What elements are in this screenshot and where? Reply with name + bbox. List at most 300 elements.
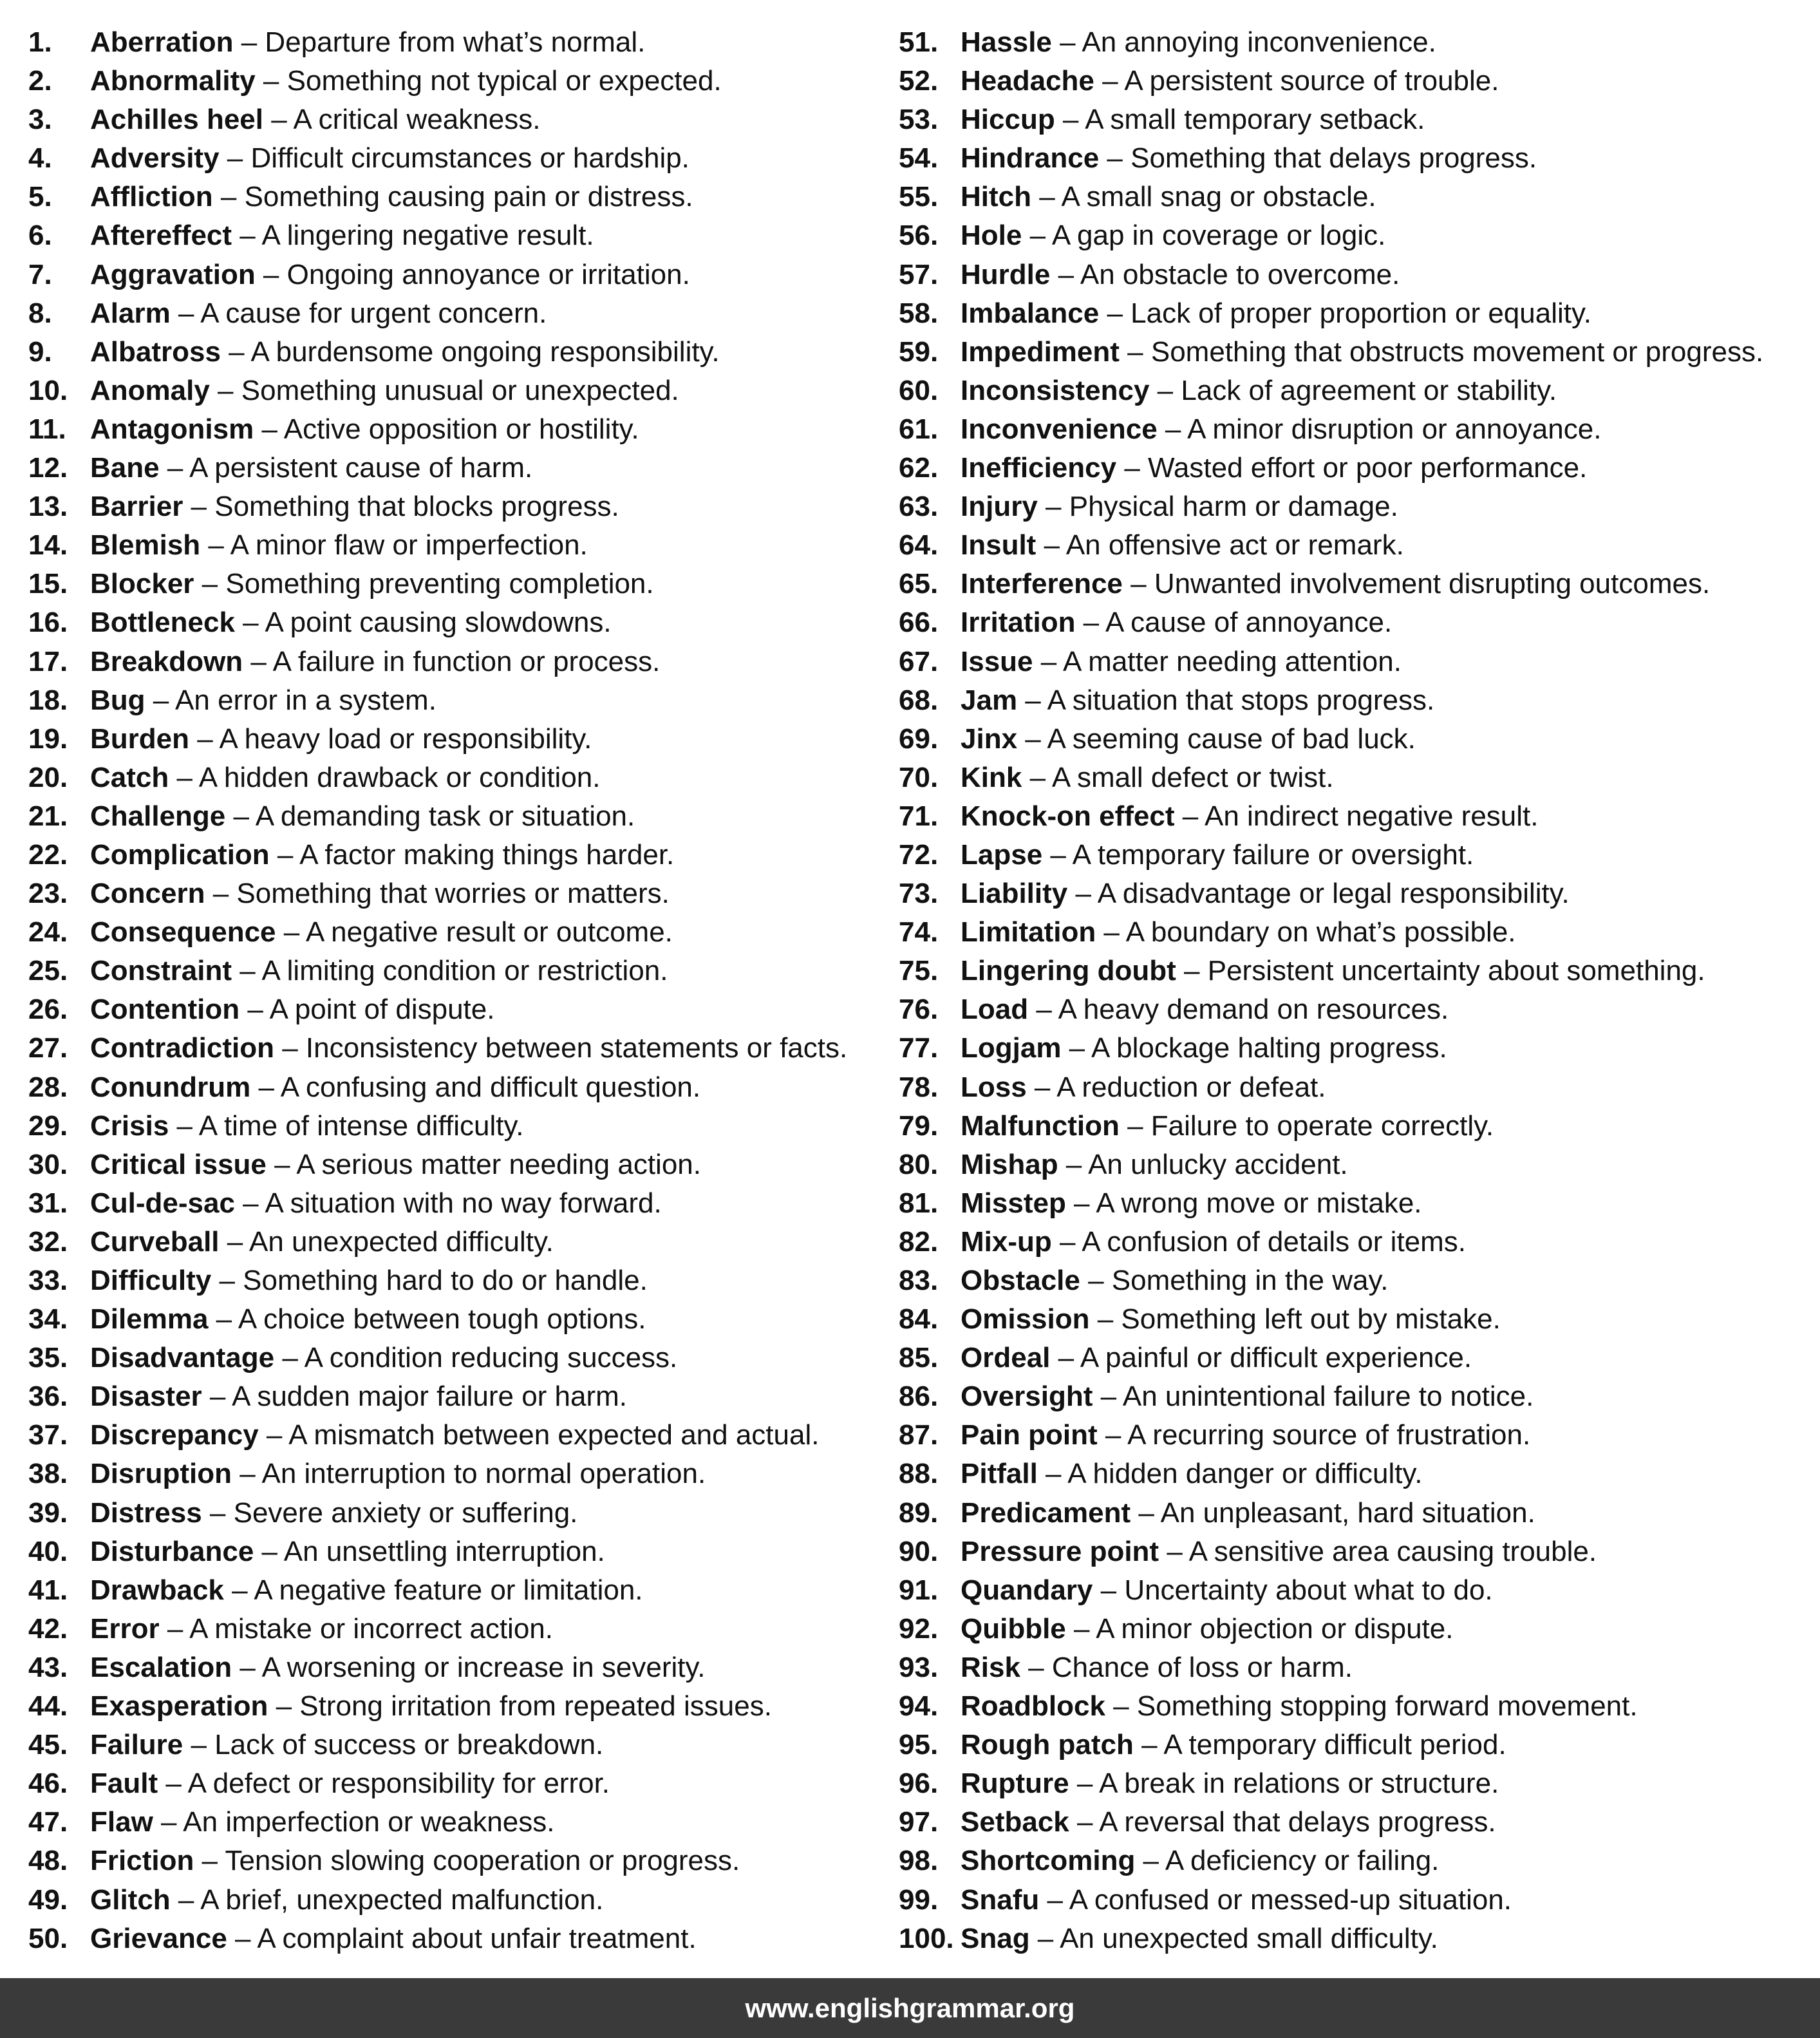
- item-separator: –: [1176, 955, 1208, 987]
- list-item: [28, 410, 885, 449]
- list-item: [28, 1803, 885, 1842]
- item-definition: Something stopping forward movement.: [1136, 1690, 1638, 1722]
- list-item: [28, 178, 885, 216]
- item-term: Rupture: [961, 1768, 1069, 1800]
- item-definition: A minor disruption or annoyance.: [1187, 413, 1602, 445]
- item-term: Quibble: [961, 1612, 1066, 1645]
- item-separator: –: [1033, 645, 1064, 677]
- item-number: 94.: [899, 1690, 939, 1722]
- list-item: [28, 565, 885, 603]
- item-definition: An unlucky accident.: [1088, 1148, 1348, 1180]
- item-term: Inconvenience: [961, 413, 1158, 445]
- item-text: [961, 1764, 1499, 1803]
- list-item: [899, 1184, 1813, 1223]
- list-item: [899, 1300, 1813, 1339]
- item-definition: An unsettling interruption.: [283, 1535, 605, 1567]
- item-number: 36.: [28, 1381, 68, 1413]
- list-item: [899, 1223, 1813, 1261]
- list-item: [899, 1842, 1813, 1880]
- item-separator: –: [268, 1690, 300, 1722]
- item-term: Drawback: [90, 1574, 224, 1606]
- list-item: [28, 720, 885, 759]
- item-number: 54.: [899, 142, 939, 175]
- item-number: 32.: [28, 1225, 68, 1258]
- item-text: [90, 1920, 697, 1958]
- list-item: [899, 759, 1813, 797]
- item-number: 82.: [899, 1225, 939, 1258]
- item-number: 63.: [899, 491, 939, 523]
- item-separator: –: [169, 1109, 199, 1142]
- list-item: [899, 1029, 1813, 1068]
- item-definition: A confusing and difficult question.: [280, 1071, 701, 1103]
- item-term: Disaster: [90, 1381, 202, 1413]
- item-definition: A persistent source of trouble.: [1124, 65, 1499, 97]
- list-item: [28, 1261, 885, 1300]
- item-number: 90.: [899, 1535, 939, 1567]
- item-text: [961, 603, 1392, 642]
- item-number: 100.: [899, 1922, 954, 1954]
- list-item: [899, 1726, 1813, 1764]
- list-item: [28, 1842, 885, 1880]
- item-separator: –: [1017, 684, 1047, 716]
- item-definition: Wasted effort or poor performance.: [1148, 452, 1588, 484]
- item-separator: –: [219, 142, 251, 175]
- item-term: Difficulty: [90, 1265, 212, 1296]
- item-separator: –: [1075, 607, 1105, 639]
- item-number: 88.: [899, 1458, 939, 1490]
- item-definition: Inconsistency between statements or facts.: [305, 1032, 848, 1064]
- item-number: 11.: [28, 413, 66, 445]
- list-item: [28, 603, 885, 642]
- item-separator: –: [1089, 1303, 1121, 1335]
- list-item: [28, 1571, 885, 1610]
- item-separator: –: [1069, 1768, 1100, 1800]
- item-definition: An unpleasant, hard situation.: [1160, 1496, 1535, 1529]
- item-text: [961, 759, 1334, 797]
- item-text: [90, 1300, 646, 1339]
- list-item: [899, 720, 1813, 759]
- item-term: Omission: [961, 1303, 1090, 1335]
- item-separator: –: [1036, 529, 1066, 561]
- list-item: [28, 836, 885, 874]
- item-number: 23.: [28, 878, 68, 910]
- list-item: [28, 1184, 885, 1223]
- item-text: [90, 1726, 603, 1764]
- item-text: [961, 410, 1601, 449]
- item-number: 30.: [28, 1148, 68, 1180]
- list-item: [28, 1648, 885, 1687]
- item-term: Malfunction: [961, 1109, 1120, 1142]
- item-number: 89.: [899, 1496, 939, 1529]
- item-text: [90, 913, 673, 952]
- list-item: [28, 487, 885, 526]
- item-separator: –: [243, 645, 273, 677]
- item-number: 92.: [899, 1612, 939, 1645]
- item-separator: –: [219, 1225, 250, 1258]
- item-definition: A painful or difficult experience.: [1080, 1342, 1472, 1374]
- list-item: [28, 139, 885, 178]
- item-number: 43.: [28, 1651, 68, 1683]
- item-separator: –: [1051, 1225, 1082, 1258]
- item-term: Burden: [90, 722, 189, 755]
- item-number: 60.: [899, 374, 939, 406]
- item-term: Rough patch: [961, 1729, 1134, 1761]
- list-item: [899, 410, 1813, 449]
- item-text: [90, 1533, 605, 1571]
- item-number: 47.: [28, 1806, 68, 1838]
- item-separator: –: [1119, 335, 1151, 368]
- item-definition: Chance of loss or harm.: [1051, 1651, 1353, 1683]
- item-term: Grievance: [90, 1922, 227, 1954]
- list-item: [899, 1764, 1813, 1803]
- item-text: [90, 1764, 610, 1803]
- item-number: 39.: [28, 1496, 68, 1529]
- item-number: 21.: [28, 800, 68, 832]
- item-term: Constraint: [90, 955, 232, 987]
- item-separator: –: [232, 220, 262, 252]
- item-number: 81.: [899, 1187, 939, 1219]
- item-term: Loss: [961, 1071, 1027, 1103]
- item-definition: A blockage halting progress.: [1091, 1032, 1447, 1064]
- item-term: Interference: [961, 568, 1123, 600]
- item-separator: –: [145, 684, 176, 716]
- item-separator: –: [1099, 142, 1131, 175]
- item-separator: –: [227, 1922, 258, 1954]
- item-separator: –: [1093, 1574, 1125, 1606]
- item-separator: –: [1055, 104, 1085, 136]
- item-number: 44.: [28, 1690, 68, 1722]
- item-number: 26.: [28, 994, 68, 1026]
- item-separator: –: [255, 65, 287, 97]
- item-number: 1.: [28, 26, 52, 58]
- item-definition: A sudden major failure or harm.: [232, 1381, 628, 1413]
- item-separator: –: [183, 1729, 215, 1761]
- list-item: [899, 139, 1813, 178]
- item-number: 70.: [899, 761, 939, 793]
- item-term: Bane: [90, 452, 160, 484]
- item-number: 35.: [28, 1342, 68, 1374]
- item-separator: –: [189, 722, 220, 755]
- item-separator: –: [1061, 1032, 1091, 1064]
- item-separator: –: [263, 104, 294, 136]
- item-definition: A situation with no way forward.: [265, 1187, 662, 1219]
- item-separator: –: [1069, 1806, 1100, 1838]
- list-item: [899, 1533, 1813, 1571]
- item-term: Blocker: [90, 568, 194, 600]
- list-item: [899, 603, 1813, 642]
- list-item: [28, 256, 885, 294]
- item-definition: Lack of agreement or stability.: [1181, 374, 1557, 406]
- list-item: [899, 100, 1813, 139]
- footer-site-link[interactable]: www.englishgrammar.org: [745, 1992, 1075, 2023]
- item-definition: Severe anxiety or suffering.: [233, 1496, 578, 1529]
- item-number: 14.: [28, 529, 68, 561]
- item-text: [961, 1300, 1501, 1339]
- item-definition: An imperfection or weakness.: [183, 1806, 555, 1838]
- item-term: Misstep: [961, 1187, 1066, 1219]
- list-item: [28, 1377, 885, 1416]
- item-definition: An obstacle to overcome.: [1080, 258, 1400, 290]
- item-term: Hitch: [961, 181, 1031, 213]
- item-number: 15.: [28, 568, 68, 600]
- item-text: [90, 1416, 819, 1455]
- item-number: 99.: [899, 1883, 939, 1916]
- item-term: Quandary: [961, 1574, 1093, 1606]
- list-item: [28, 1610, 885, 1648]
- item-definition: Active opposition or hostility.: [283, 413, 639, 445]
- item-term: Headache: [961, 65, 1094, 97]
- item-term: Concern: [90, 878, 205, 910]
- item-term: Flaw: [90, 1806, 153, 1838]
- item-term: Abnormality: [90, 65, 256, 97]
- item-definition: A heavy load or responsibility.: [219, 722, 592, 755]
- item-term: Fault: [90, 1768, 158, 1800]
- item-separator: –: [200, 529, 230, 561]
- item-definition: A small defect or twist.: [1051, 761, 1334, 793]
- item-number: 10.: [28, 374, 68, 406]
- item-number: 84.: [899, 1303, 939, 1335]
- item-term: Crisis: [90, 1109, 169, 1142]
- item-definition: An offensive act or remark.: [1065, 529, 1404, 561]
- item-number: 6.: [28, 220, 52, 252]
- item-text: [90, 23, 645, 62]
- item-term: Glitch: [90, 1883, 171, 1916]
- item-term: Breakdown: [90, 645, 243, 677]
- list-item: [28, 913, 885, 952]
- item-separator: –: [169, 761, 199, 793]
- item-separator: –: [274, 1032, 306, 1064]
- item-definition: A limiting condition or restriction.: [261, 955, 668, 987]
- item-term: Barrier: [90, 491, 183, 523]
- item-text: [961, 487, 1398, 526]
- item-term: Inefficiency: [961, 452, 1117, 484]
- item-text: [90, 100, 540, 139]
- item-text: [961, 449, 1587, 487]
- item-definition: A confusion of details or items.: [1082, 1225, 1467, 1258]
- item-definition: A gap in coverage or logic.: [1051, 220, 1386, 252]
- item-separator: –: [1105, 1690, 1137, 1722]
- list-item: [28, 759, 885, 797]
- item-text: [961, 874, 1570, 913]
- item-term: Imbalance: [961, 297, 1100, 329]
- item-text: [961, 333, 1763, 372]
- item-text: [90, 1223, 554, 1261]
- item-term: Load: [961, 994, 1029, 1026]
- item-term: Exasperation: [90, 1690, 268, 1722]
- item-text: [90, 526, 588, 565]
- list-item: [28, 952, 885, 990]
- item-definition: Difficult circumstances or hardship.: [250, 142, 690, 175]
- item-separator: –: [1050, 1342, 1080, 1374]
- item-text: [90, 1648, 705, 1687]
- item-term: Aggravation: [90, 258, 256, 290]
- item-term: Aftereffect: [90, 220, 232, 252]
- item-definition: Ongoing annoyance or irritation.: [286, 258, 690, 290]
- item-definition: A critical weakness.: [293, 104, 541, 136]
- item-term: Hassle: [961, 26, 1052, 58]
- item-separator: –: [209, 374, 241, 406]
- item-term: Pitfall: [961, 1458, 1038, 1490]
- item-text: [90, 1029, 847, 1068]
- item-term: Jam: [961, 684, 1018, 716]
- item-text: [961, 643, 1402, 681]
- item-separator: –: [1031, 181, 1062, 213]
- item-number: 66.: [899, 607, 939, 639]
- item-number: 93.: [899, 1651, 939, 1683]
- item-number: 48.: [28, 1845, 68, 1877]
- item-term: Contention: [90, 994, 240, 1026]
- item-definition: A condition reducing success.: [304, 1342, 678, 1374]
- item-definition: A break in relations or structure.: [1099, 1768, 1499, 1800]
- item-number: 52.: [899, 65, 939, 97]
- item-text: [961, 100, 1425, 139]
- item-number: 50.: [28, 1922, 68, 1954]
- list-item: [28, 294, 885, 333]
- item-text: [961, 216, 1385, 255]
- item-text: [90, 1377, 627, 1416]
- list-item: [899, 874, 1813, 913]
- item-number: 40.: [28, 1535, 68, 1567]
- item-separator: –: [170, 1883, 201, 1916]
- item-term: Complication: [90, 838, 270, 871]
- item-text: [90, 333, 720, 372]
- item-number: 98.: [899, 1845, 939, 1877]
- item-definition: An unintentional failure to notice.: [1122, 1381, 1534, 1413]
- right-column: [899, 23, 1813, 1958]
- item-definition: A boundary on what’s possible.: [1125, 916, 1516, 948]
- item-term: Hole: [961, 220, 1022, 252]
- item-definition: A deficiency or failing.: [1165, 1845, 1440, 1877]
- item-term: Friction: [90, 1845, 194, 1877]
- item-definition: A brief, unexpected malfunction.: [200, 1883, 604, 1916]
- item-definition: A factor making things harder.: [299, 838, 675, 871]
- item-text: [90, 720, 592, 759]
- item-text: [90, 1261, 648, 1300]
- item-text: [90, 836, 674, 874]
- item-number: 24.: [28, 916, 68, 948]
- list-item: [28, 1764, 885, 1803]
- list-item: [899, 1881, 1813, 1920]
- item-separator: –: [1157, 413, 1188, 445]
- item-term: Alarm: [90, 297, 171, 329]
- item-separator: –: [153, 1806, 183, 1838]
- list-item: [28, 1881, 885, 1920]
- item-text: [961, 797, 1539, 836]
- item-term: Conundrum: [90, 1071, 251, 1103]
- item-definition: Something that delays progress.: [1130, 142, 1537, 175]
- list-item: [899, 1610, 1813, 1648]
- item-definition: A reversal that delays progress.: [1099, 1806, 1496, 1838]
- item-definition: Something unusual or unexpected.: [241, 374, 679, 406]
- item-text: [90, 565, 654, 603]
- item-definition: A situation that stops progress.: [1047, 684, 1435, 716]
- item-number: 85.: [899, 1342, 939, 1374]
- item-text: [961, 1261, 1388, 1300]
- item-term: Limitation: [961, 916, 1096, 948]
- item-separator: –: [1042, 838, 1073, 871]
- item-text: [90, 1455, 706, 1493]
- item-number: 19.: [28, 722, 68, 755]
- list-item: [899, 449, 1813, 487]
- item-term: Failure: [90, 1729, 183, 1761]
- item-text: [961, 294, 1591, 333]
- item-separator: –: [223, 1574, 254, 1606]
- item-text: [961, 178, 1376, 216]
- item-term: Contradiction: [90, 1032, 274, 1064]
- list-item: [899, 294, 1813, 333]
- item-definition: A reduction or defeat.: [1056, 1071, 1326, 1103]
- item-text: [90, 1803, 554, 1842]
- item-text: [90, 216, 594, 255]
- item-text: [961, 372, 1557, 410]
- item-term: Achilles heel: [90, 104, 264, 136]
- item-number: 34.: [28, 1303, 68, 1335]
- item-term: Disturbance: [90, 1535, 254, 1567]
- list-item: [28, 1068, 885, 1107]
- item-text: [961, 1494, 1535, 1533]
- item-term: Snafu: [961, 1883, 1040, 1916]
- item-separator: –: [1022, 220, 1052, 252]
- item-number: 51.: [899, 26, 939, 58]
- item-definition: A demanding task or situation.: [255, 800, 635, 832]
- item-term: Bug: [90, 684, 145, 716]
- item-separator: –: [234, 607, 265, 639]
- list-item: [28, 372, 885, 410]
- item-separator: –: [1067, 878, 1098, 910]
- item-number: 71.: [899, 800, 939, 832]
- item-definition: An unexpected small difficulty.: [1060, 1922, 1438, 1954]
- list-item: [899, 1803, 1813, 1842]
- list-item: [28, 1416, 885, 1455]
- item-definition: Unwanted involvement disrupting outcomes.: [1154, 568, 1711, 600]
- item-text: [90, 1107, 523, 1146]
- item-text: [961, 1648, 1353, 1687]
- item-number: 4.: [28, 142, 52, 175]
- item-term: Lingering doubt: [961, 955, 1176, 987]
- item-text: [961, 526, 1404, 565]
- item-term: Impediment: [961, 335, 1120, 368]
- item-definition: A serious matter needing action.: [296, 1148, 701, 1180]
- item-definition: A small snag or obstacle.: [1061, 181, 1376, 213]
- item-text: [961, 913, 1516, 952]
- item-separator: –: [234, 1187, 265, 1219]
- item-term: Insult: [961, 529, 1037, 561]
- list-item: [899, 1261, 1813, 1300]
- item-term: Lapse: [961, 838, 1043, 871]
- item-definition: A complaint about unfair treatment.: [257, 1922, 697, 1954]
- item-text: [961, 1068, 1326, 1107]
- item-definition: A temporary failure or oversight.: [1072, 838, 1474, 871]
- item-separator: –: [1051, 26, 1082, 58]
- item-term: Logjam: [961, 1032, 1062, 1064]
- item-number: 61.: [899, 413, 939, 445]
- item-number: 65.: [899, 568, 939, 600]
- list-item: [899, 333, 1813, 372]
- item-text: [90, 178, 693, 216]
- item-number: 79.: [899, 1109, 939, 1142]
- item-term: Adversity: [90, 142, 220, 175]
- list-item: [28, 449, 885, 487]
- item-definition: A burdensome ongoing responsibility.: [250, 335, 720, 368]
- item-number: 80.: [899, 1148, 939, 1180]
- item-text: [90, 952, 668, 990]
- item-number: 20.: [28, 761, 68, 793]
- item-separator: –: [250, 1071, 281, 1103]
- item-term: Escalation: [90, 1651, 232, 1683]
- item-text: [90, 681, 436, 720]
- item-number: 37.: [28, 1419, 68, 1451]
- item-number: 57.: [899, 258, 939, 290]
